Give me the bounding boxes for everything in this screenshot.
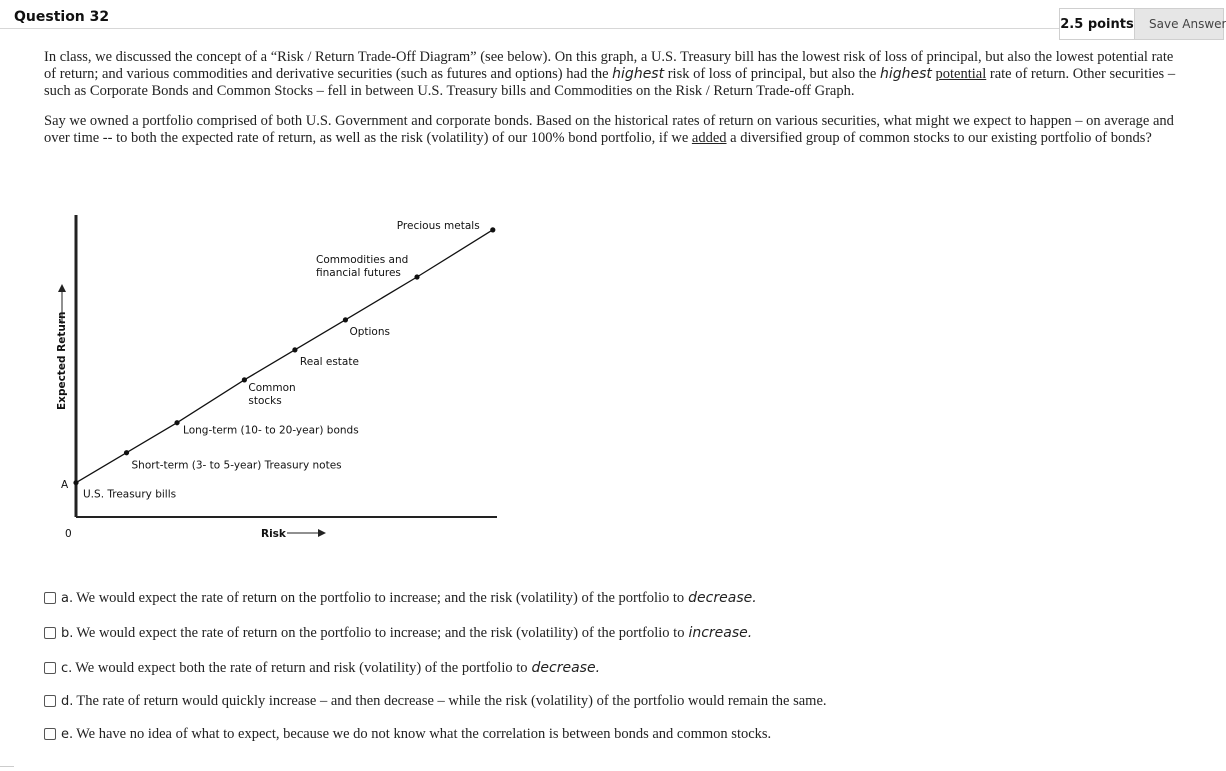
chart-marks [73,220,495,501]
point-label: Real estate [299,355,359,368]
point-label: Precious metals [396,219,480,232]
save-answer-button[interactable]: Save Answer [1134,8,1224,40]
point-label-line1: Common [248,381,296,394]
answer-option-a[interactable] [44,589,1144,607]
option-checkbox[interactable] [44,728,56,740]
option-checkbox[interactable] [44,592,56,604]
p1-highest-2: highest [879,66,932,82]
p1-potential: potential [935,66,987,82]
option-letter: d. [61,693,74,709]
option-emphasis: decrease. [688,590,757,606]
p2-text-b: a diversified group of common stocks to our existing portfolio of bonds? [730,130,1152,146]
data-point [343,317,348,322]
option-text: We would expect the rate of return on the portfolio to increase; and the risk (volatility) of the portfolio to [76,589,685,606]
p2-text-a: Say we owned a portfolio comprised of both U.S. Government and corporate bonds. Based on the historical rates of return on various securities, what might we expect to happen – on average and over time -- to both the expected rate of return, as well as the risk (volatility) of our 100% bond portfolio, if we [44,113,1174,146]
trade-off-line [76,230,493,483]
option-checkbox[interactable] [44,695,56,707]
point-label-line1: Commodities and [316,254,409,266]
point-label-line2: stocks [248,394,282,407]
option-text: We would expect both the rate of return and risk (volatility) of the portfolio to [75,659,528,676]
y-axis-arrow-head [58,284,66,292]
option-letter: a. [61,590,74,606]
question-title: Question 32 [14,9,110,25]
option-letter: b. [61,625,74,641]
question-header [0,0,1210,29]
points-badge: 2.5 points [1059,8,1134,40]
prompt-paragraph-1 [44,49,1184,100]
y-axis-label: Expected Return [56,311,68,410]
answer-option-e[interactable] [44,725,1144,743]
p1-text-c: rate of return. Other securities – such as Corporate Bonds and Common Stocks – fell in between U.S. Treasury bills and Commodities on the Risk / Return Trade-off Graph. [44,66,1176,99]
point-label: Long-term (10- to 20-year) bonds [183,424,359,437]
option-letter: e. [61,726,74,742]
point-label: Short-term (3- to 5-year) Treasury notes [131,459,342,472]
prompt-paragraph-2 [44,113,1184,147]
origin-label: 0 [65,528,72,540]
answer-option-d[interactable] [44,692,1144,710]
option-letter: c. [61,660,73,676]
data-point [124,450,129,455]
point-label: Options [349,325,390,338]
option-checkbox[interactable] [44,662,56,674]
x-axis-label: Risk [261,528,286,540]
risk-return-chart [0,200,560,550]
option-emphasis: decrease. [531,660,601,676]
p2-added: added [691,130,727,146]
data-point [414,274,419,279]
p1-highest-1: highest [612,66,665,82]
option-text: The rate of return would quickly increase – and then decrease – while the risk (volatility) of the portfolio would remain the same. [76,692,827,709]
data-point [490,227,495,232]
data-point [73,480,78,485]
intercept-label: A [61,479,69,491]
data-point [242,377,247,382]
answer-option-b[interactable] [44,624,1144,642]
option-checkbox[interactable] [44,627,56,639]
footer-divider [0,766,14,767]
answer-option-c[interactable] [44,659,1144,677]
data-point [174,420,179,425]
option-text: We would expect the rate of return on the portfolio to increase; and the risk (volatility) of the portfolio to [76,624,685,641]
point-label: U.S. Treasury bills [83,488,177,501]
x-axis-arrow-head [318,529,326,537]
p1-text-a: In class, we discussed the concept of a “Risk / Return Trade-Off Diagram” (see below). On this graph, a U.S. Treasury bill has the lowest risk of loss of principal, but also the lowest potential rate of return; and various commodities and derivative securities (such as futures and options) had the [44,49,1174,82]
option-emphasis: increase. [688,625,753,641]
option-text: We have no idea of what to expect, because we do not know what the correlation is between bonds and common stocks. [76,725,772,742]
data-point [292,347,297,352]
point-label-line2: financial futures [316,267,401,279]
p1-text-b: risk of loss of principal, but also the [667,66,877,82]
